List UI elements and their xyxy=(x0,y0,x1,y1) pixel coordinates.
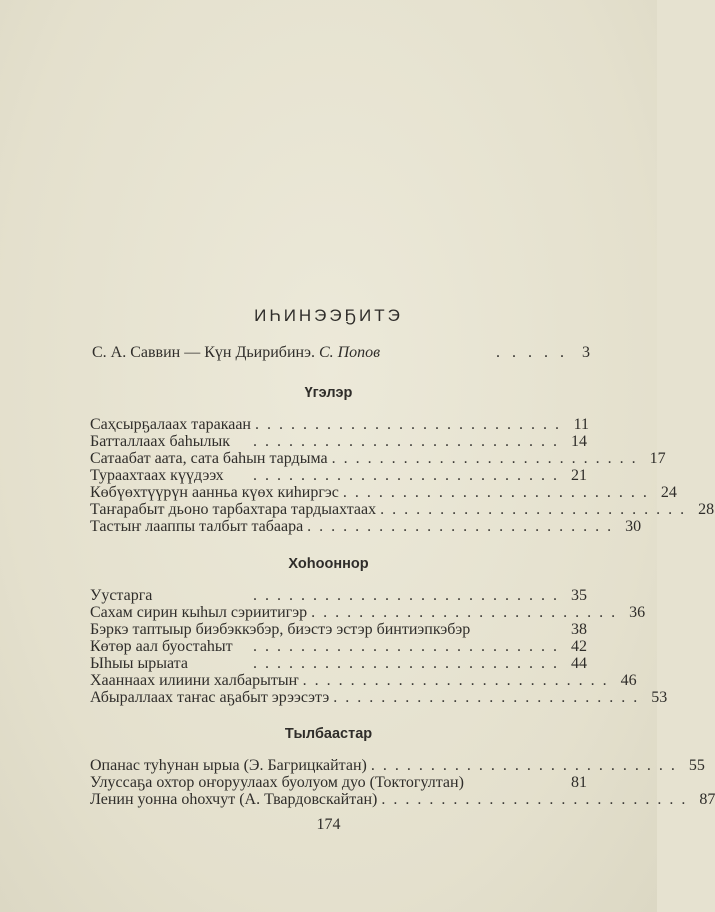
section-heading: Хоһооннор xyxy=(288,556,369,572)
entry-title: Батталлаах баһылык xyxy=(90,433,230,450)
dot-leader: .......................... xyxy=(254,416,567,433)
toc-title: ИҺИНЭЭҔИТЭ xyxy=(254,306,403,325)
entry-page-number: 55 xyxy=(688,757,705,774)
entry-title: Саҳсырҕалаах таракаан xyxy=(90,416,251,433)
toc-entry xyxy=(90,484,677,501)
intro-author-title: С. А. Саввин — Күн Дьирибинэ. xyxy=(92,344,315,361)
entry-page-number: 21 xyxy=(571,467,587,484)
entry-title: Таҥарабыт дьоно тарбахтара тардыахтаах xyxy=(90,501,377,518)
entry-title: Көбүөхтүүрүн аанньа күөх киһиргэс xyxy=(90,484,339,501)
entry-page-number: 38 xyxy=(571,621,587,638)
toc-entry xyxy=(90,501,715,518)
entry-page-number: 30 xyxy=(625,518,642,535)
entry-page-number: 81 xyxy=(571,774,587,791)
section-heading: Үгэлэр xyxy=(304,385,353,401)
dot-leader: .......................... xyxy=(380,501,693,518)
entry-title: Хааннаах илиини халбарытыҥ xyxy=(90,672,299,689)
dot-leader: .......................... xyxy=(311,604,624,621)
entry-title: Уустарга xyxy=(90,587,153,604)
dot-leader: ..... xyxy=(496,344,576,361)
dot-leader: .......................... xyxy=(253,587,565,604)
entry-title: Көтөр аал буостаһыт xyxy=(90,638,233,655)
entry-page-number: 17 xyxy=(649,450,666,467)
dot-leader: .......................... xyxy=(253,638,565,655)
toc-entry xyxy=(90,791,715,808)
toc-entry xyxy=(90,416,587,433)
toc-entry xyxy=(90,655,587,672)
dot-leader: .......................... xyxy=(381,791,694,808)
entry-page-number: 36 xyxy=(629,604,646,621)
entry-title: Улуссаҕа охтор оҥоруулаах буолуом дуо (Токтогултан) xyxy=(90,774,464,791)
toc-entry xyxy=(90,467,587,484)
entry-title: Ыһыы ырыата xyxy=(90,655,188,672)
entry-page-number: 35 xyxy=(571,587,587,604)
section-heading: Тылбаастар xyxy=(284,726,373,742)
toc-entry xyxy=(90,518,642,535)
entry-title: Опанас туһунан ырыа (Э. Багрицкайтан) xyxy=(90,757,367,774)
dot-leader: .......................... xyxy=(370,757,683,774)
toc-entry xyxy=(90,433,587,450)
toc-entry xyxy=(90,689,668,706)
intro-page-number: 3 xyxy=(582,344,590,361)
toc-entry xyxy=(90,621,587,638)
section-entries xyxy=(90,416,715,535)
toc-entry xyxy=(90,757,705,774)
entry-title: Сатаабат аата, сата баһын тардыма xyxy=(90,450,328,467)
toc-entry xyxy=(90,604,646,621)
entry-page-number: 46 xyxy=(620,672,637,689)
toc-entry-intro xyxy=(92,344,590,362)
intro-text xyxy=(92,344,380,362)
dot-leader: .......................... xyxy=(333,689,646,706)
toc-entry xyxy=(90,587,587,604)
dot-leader: .......................... xyxy=(302,672,615,689)
entry-title: Бэркэ таптыыр биэбэккэбэр, биэстэ эстэр бинтиэпкэбэр xyxy=(90,621,471,638)
dot-leader: .......................... xyxy=(331,450,644,467)
toc-entry xyxy=(90,638,587,655)
section-entries xyxy=(90,587,668,706)
entry-page-number: 44 xyxy=(571,655,587,672)
dot-leader: .......................... xyxy=(253,433,565,450)
entry-page-number: 42 xyxy=(571,638,587,655)
entry-title: Ленин уонна оһохчут (А. Твардовскайтан) xyxy=(90,791,378,808)
toc-entry xyxy=(90,672,637,689)
toc-entry xyxy=(90,450,666,467)
entry-page-number: 53 xyxy=(651,689,668,706)
entry-page-number: 28 xyxy=(698,501,715,518)
entry-page-number: 11 xyxy=(573,416,589,433)
dot-leader: .......................... xyxy=(253,467,565,484)
intro-editor: С. Попов xyxy=(318,344,381,361)
entry-title: Тураахтаах күүдээх xyxy=(90,467,224,484)
toc-entry xyxy=(90,774,587,791)
entry-page-number: 24 xyxy=(660,484,677,501)
entry-page-number: 87 xyxy=(699,791,715,808)
dot-leader: .......................... xyxy=(253,655,565,672)
dot-leader: .......................... xyxy=(307,518,620,535)
entry-title: Абыраллаах таҥас аҕабыт эрээсэтэ xyxy=(90,689,330,706)
dot-leader: .......................... xyxy=(342,484,655,501)
entry-page-number: 14 xyxy=(571,433,587,450)
page-number: 174 xyxy=(316,816,341,833)
section-entries xyxy=(90,757,715,808)
entry-title: Сахам сирин кыһыл сэриитигэр xyxy=(90,604,308,621)
entry-title: Тастыҥ лааппы талбыт табаара xyxy=(90,518,304,535)
